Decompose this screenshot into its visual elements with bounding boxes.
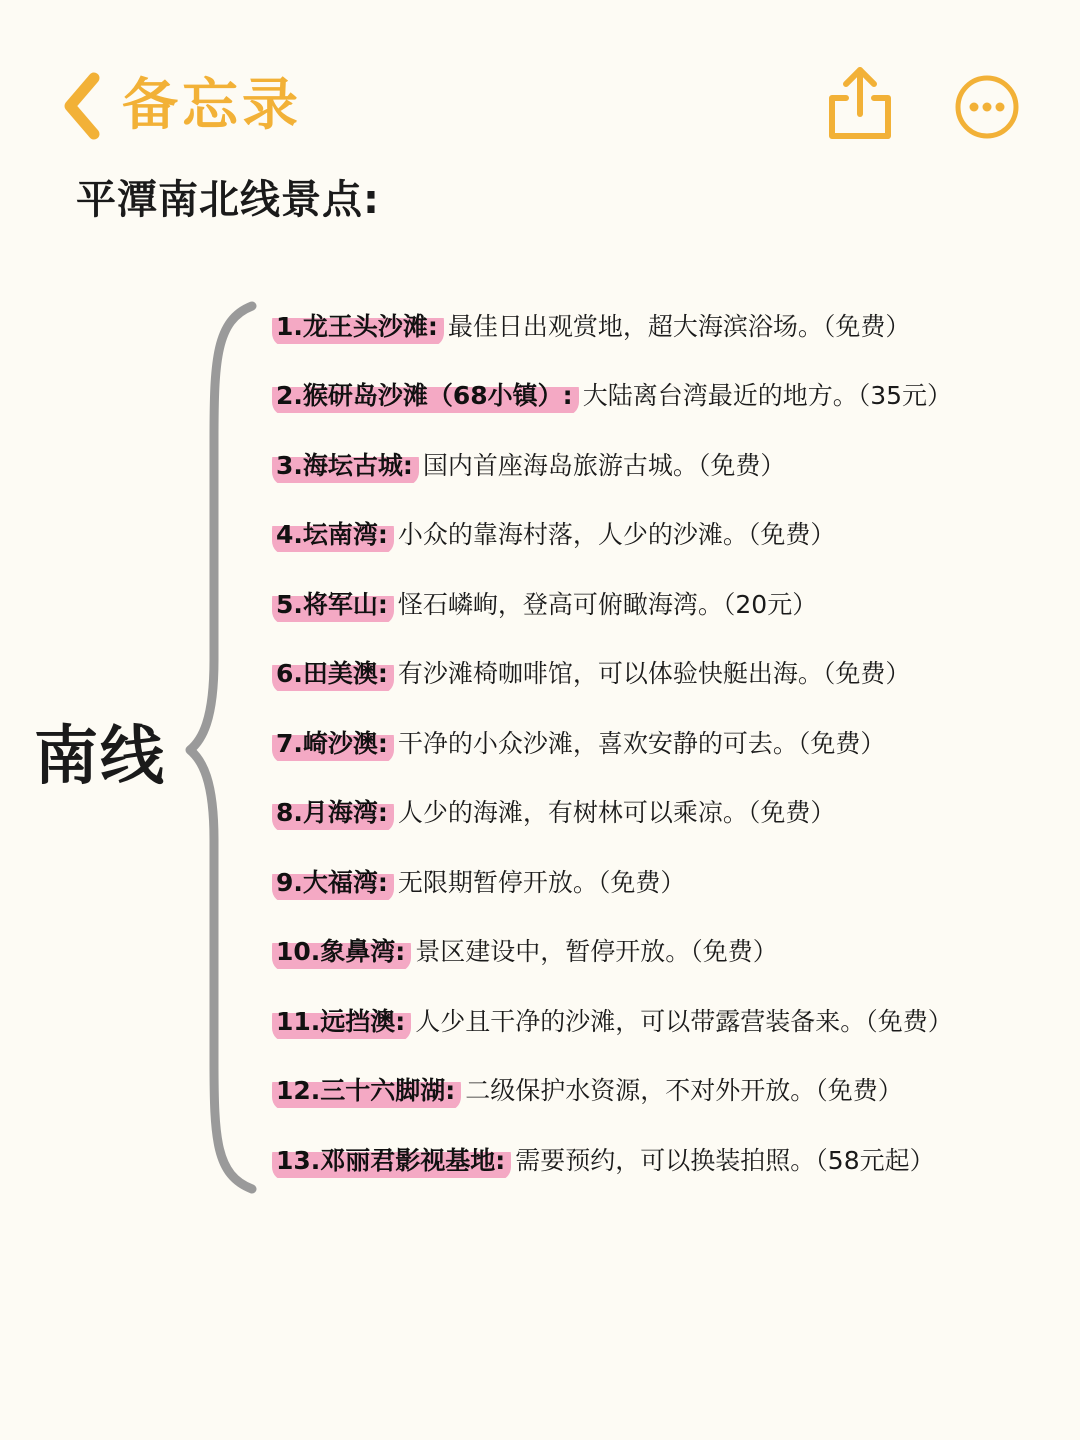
spot-name: 6.田美澳: <box>272 654 394 694</box>
spot-description: 干净的小众沙滩，喜欢安静的可去。（免费） <box>397 728 886 758</box>
spot-name: 7.崎沙澳: <box>272 724 394 764</box>
list-item <box>272 431 1062 501</box>
note-title: 平潭南北线景点: <box>76 177 380 223</box>
back-button[interactable] <box>56 68 302 144</box>
spot-description: 小众的靠海村落，人少的沙滩。（免费） <box>397 520 836 550</box>
spot-description: 国内首座海岛旅游古城。（免费） <box>422 450 786 480</box>
share-icon[interactable] <box>820 62 900 142</box>
more-icon[interactable] <box>954 74 1020 140</box>
spot-description: 最佳日出观赏地，超大海滨浴场。（免费） <box>447 311 911 341</box>
list-item <box>272 779 1062 849</box>
list-item <box>272 918 1062 988</box>
list-item <box>272 709 1062 779</box>
spot-description: 无限期暂停开放。（免费） <box>397 867 686 897</box>
spot-name: 12.三十六脚湖: <box>272 1071 461 1111</box>
spot-description: 需要预约，可以换装拍照。（58元起） <box>515 1145 935 1175</box>
spot-list <box>272 292 1062 1196</box>
spot-name: 3.海坛古城: <box>272 446 419 486</box>
spot-name: 13.邓丽君影视基地: <box>272 1141 511 1181</box>
spot-description: 人少的海滩，有树林可以乘凉。（免费） <box>397 798 836 828</box>
brace-icon <box>180 300 270 1195</box>
list-item <box>272 570 1062 640</box>
list-item <box>272 1126 1062 1196</box>
spot-description: 人少且干净的沙滩，可以带露营装备来。（免费） <box>415 1006 953 1036</box>
nav-bar <box>0 0 1080 170</box>
spot-description: 景区建设中，暂停开放。（免费） <box>415 937 778 967</box>
list-item <box>272 987 1062 1057</box>
section-label-south: 南线 <box>34 720 166 794</box>
spot-description: 大陆离台湾最近的地方。（35元） <box>582 381 953 411</box>
list-item <box>272 640 1062 710</box>
spot-description: 怪石嶙峋，登高可俯瞰海湾。（20元） <box>397 589 818 619</box>
spot-description: 有沙滩椅咖啡馆，可以体验快艇出海。（免费） <box>397 659 911 689</box>
list-item <box>272 848 1062 918</box>
spot-description: 二级保护水资源，不对外开放。（免费） <box>465 1076 903 1106</box>
spot-name: 4.坛南湾: <box>272 515 394 555</box>
spot-name: 8.月海湾: <box>272 793 394 833</box>
list-item <box>272 501 1062 571</box>
spot-name: 10.象鼻湾: <box>272 932 411 972</box>
spot-name: 1.龙王头沙滩: <box>272 307 444 347</box>
spot-name: 2.猴研岛沙滩（68小镇）: <box>272 376 579 416</box>
spot-name: 11.远挡澳: <box>272 1002 411 1042</box>
spot-name: 5.将军山: <box>272 585 394 625</box>
chevron-left-icon <box>56 68 108 144</box>
back-label: 备忘录 <box>122 73 302 138</box>
list-item <box>272 292 1062 362</box>
spot-name: 9.大福湾: <box>272 863 394 903</box>
list-item <box>272 362 1062 432</box>
list-item <box>272 1057 1062 1127</box>
